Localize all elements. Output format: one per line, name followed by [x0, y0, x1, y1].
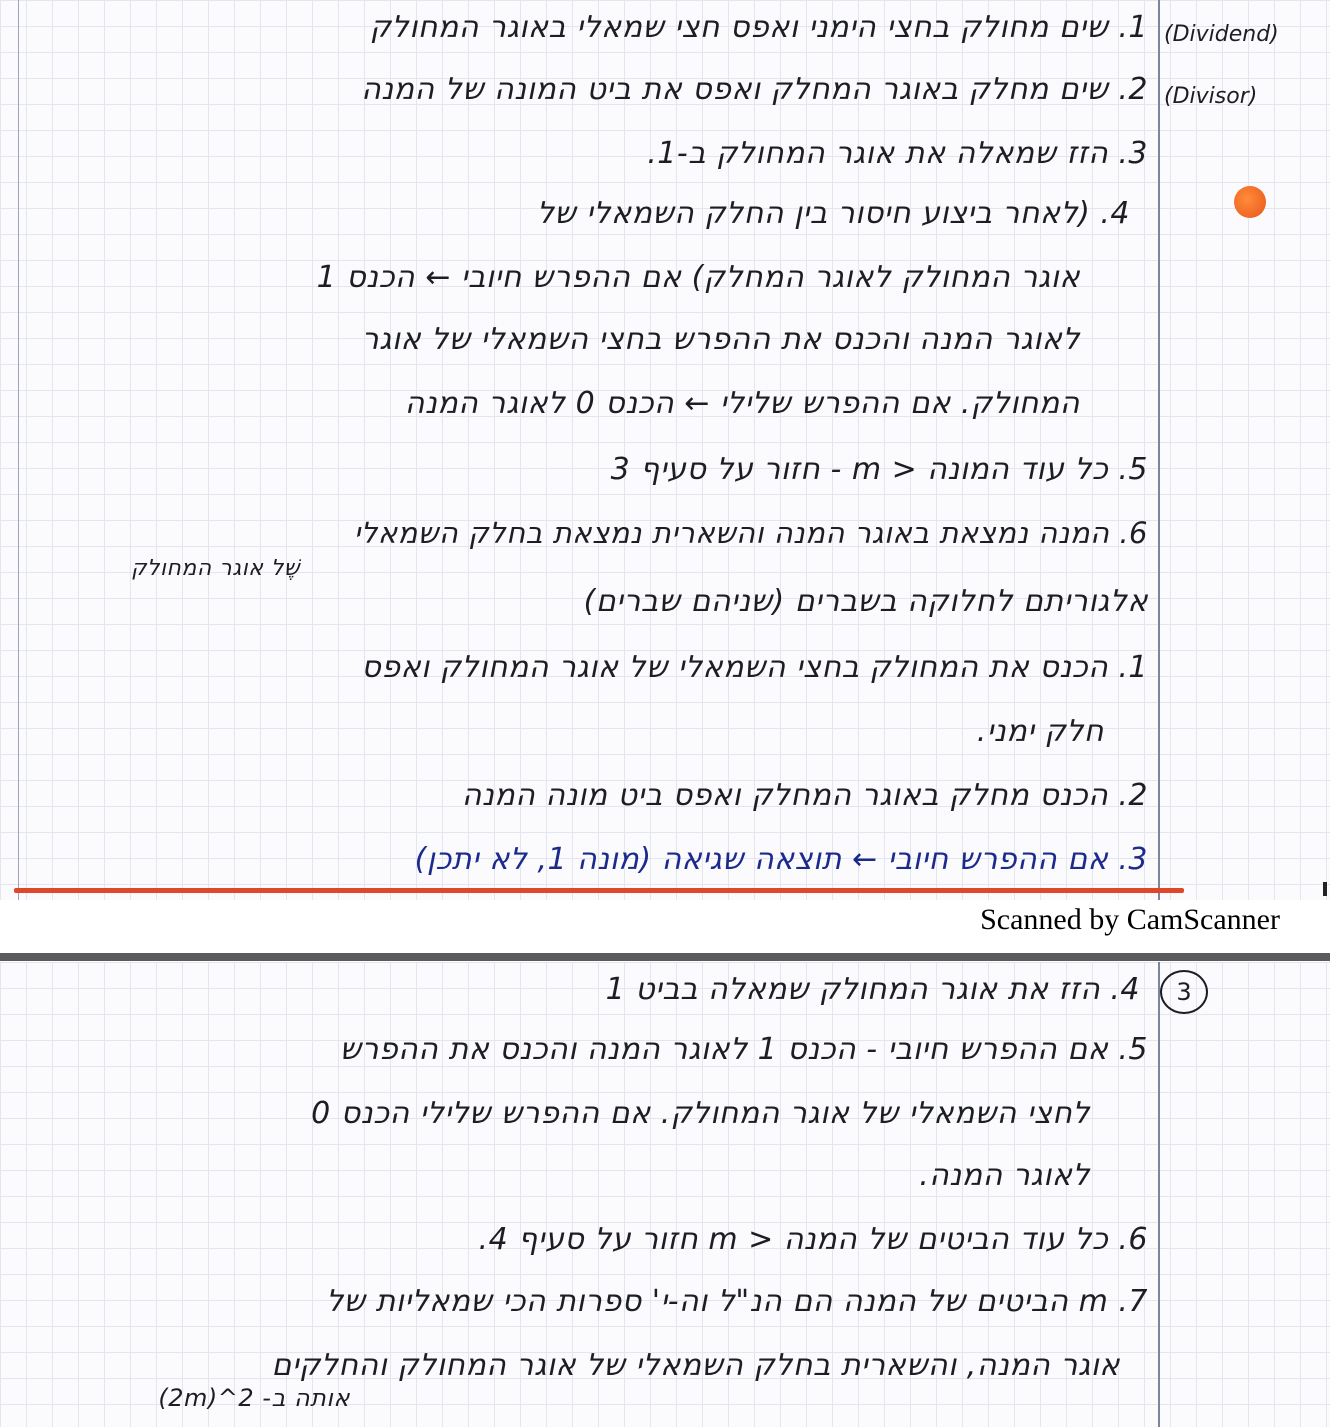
note-line-14: 2. הכנס מחלק באוגר המחלק ואפס ביט מונה המנה [461, 778, 1148, 813]
right-margin-line [1158, 0, 1160, 900]
scanner-watermark: Scanned by CamScanner [980, 903, 1280, 936]
note-line-4: 4. (לאחר ביצוע חיסור בין החלק השמאלי של [536, 196, 1130, 231]
note-line-5: אוגר המחולק לאוגר המחלק) אם ההפרש חיובי ← הכנס 1 [316, 260, 1080, 295]
note-heading-fractions: אלגוריתם לחלוקה בשברים (שניהם שברים) [583, 584, 1148, 619]
note-line-2: 2. שים מחלק באוגר המחלק ואפס את ביט המונה של המנה [361, 72, 1148, 107]
circled-number: 3 [1160, 970, 1208, 1014]
note-line-p2-2: 5. אם ההפרש חיובי - הכנס 1 לאוגר המנה והכנס את ההפרש [339, 1032, 1148, 1067]
note-line-p2-3: לחצי השמאלי של אוגר המחולק. אם ההפרש שלילי הכנס 0 [311, 1096, 1090, 1131]
note-line-15: 3. אם ההפרש חיובי ← תוצאה שגיאה (מונה 1, לא יתכן) [414, 842, 1148, 877]
note-line-6: לאוגר המנה והכנס את ההפרש בחצי השמאלי של אוגר [361, 322, 1080, 357]
note-line-p2-4: לאוגר המנה. [919, 1158, 1090, 1193]
note-line-12: 1. הכנס את המחולק בחצי השמאלי של אוגר המחולק ואפס [361, 650, 1148, 685]
note-line-7: המחולק. אם ההפרש שלילי ← הכנס 0 לאוגר המנה [404, 386, 1080, 421]
note-line-p2-8: אותה ב- 2^(2m) [158, 1384, 350, 1412]
orange-dot [1234, 186, 1266, 218]
note-line-8: 5. כל עוד המונה < m - חזור על סעיף 3 [610, 452, 1148, 487]
note-line-1: 1. שים מחולק בחצי הימני ואפס חצי שמאלי באוגר המחולק [369, 10, 1148, 45]
right-margin-line [1158, 962, 1160, 1427]
note-line-10: שֶׁל אוגר המחולק [130, 556, 300, 581]
note-line-p2-6: 7. m הביטים של המנה הם הנ"ל וה-י' ספרות הכי שמאליות של [326, 1284, 1148, 1319]
note-line-9: 6. המנה נמצאת באוגר המנה והשארית נמצאת בחלק השמאלי [353, 516, 1148, 550]
page-divider [0, 953, 1330, 961]
notebook-page-2 [0, 962, 1330, 1427]
note-line-p2-1: 4. הזז את אוגר המחולק שמאלה בביט 1 [605, 972, 1140, 1007]
note-line-p2-7: אוגר המנה, והשארית בחלק השמאלי של אוגר המחולק והחלקים [271, 1348, 1120, 1383]
red-rule-line [14, 888, 1184, 893]
left-margin-line [18, 0, 19, 900]
note-line-13: חלק ימני. [976, 714, 1104, 749]
dividend-note: (Dividend) [1164, 22, 1279, 47]
note-line-3: 3. הזז שמאלה את אוגר המחולק ב-1. [647, 136, 1148, 171]
note-line-p2-5: 6. כל עוד הביטים של המנה < m חזור על סעיף 4. [478, 1222, 1148, 1257]
corner-mark [1323, 882, 1327, 896]
divisor-note: (Divisor) [1164, 84, 1258, 109]
